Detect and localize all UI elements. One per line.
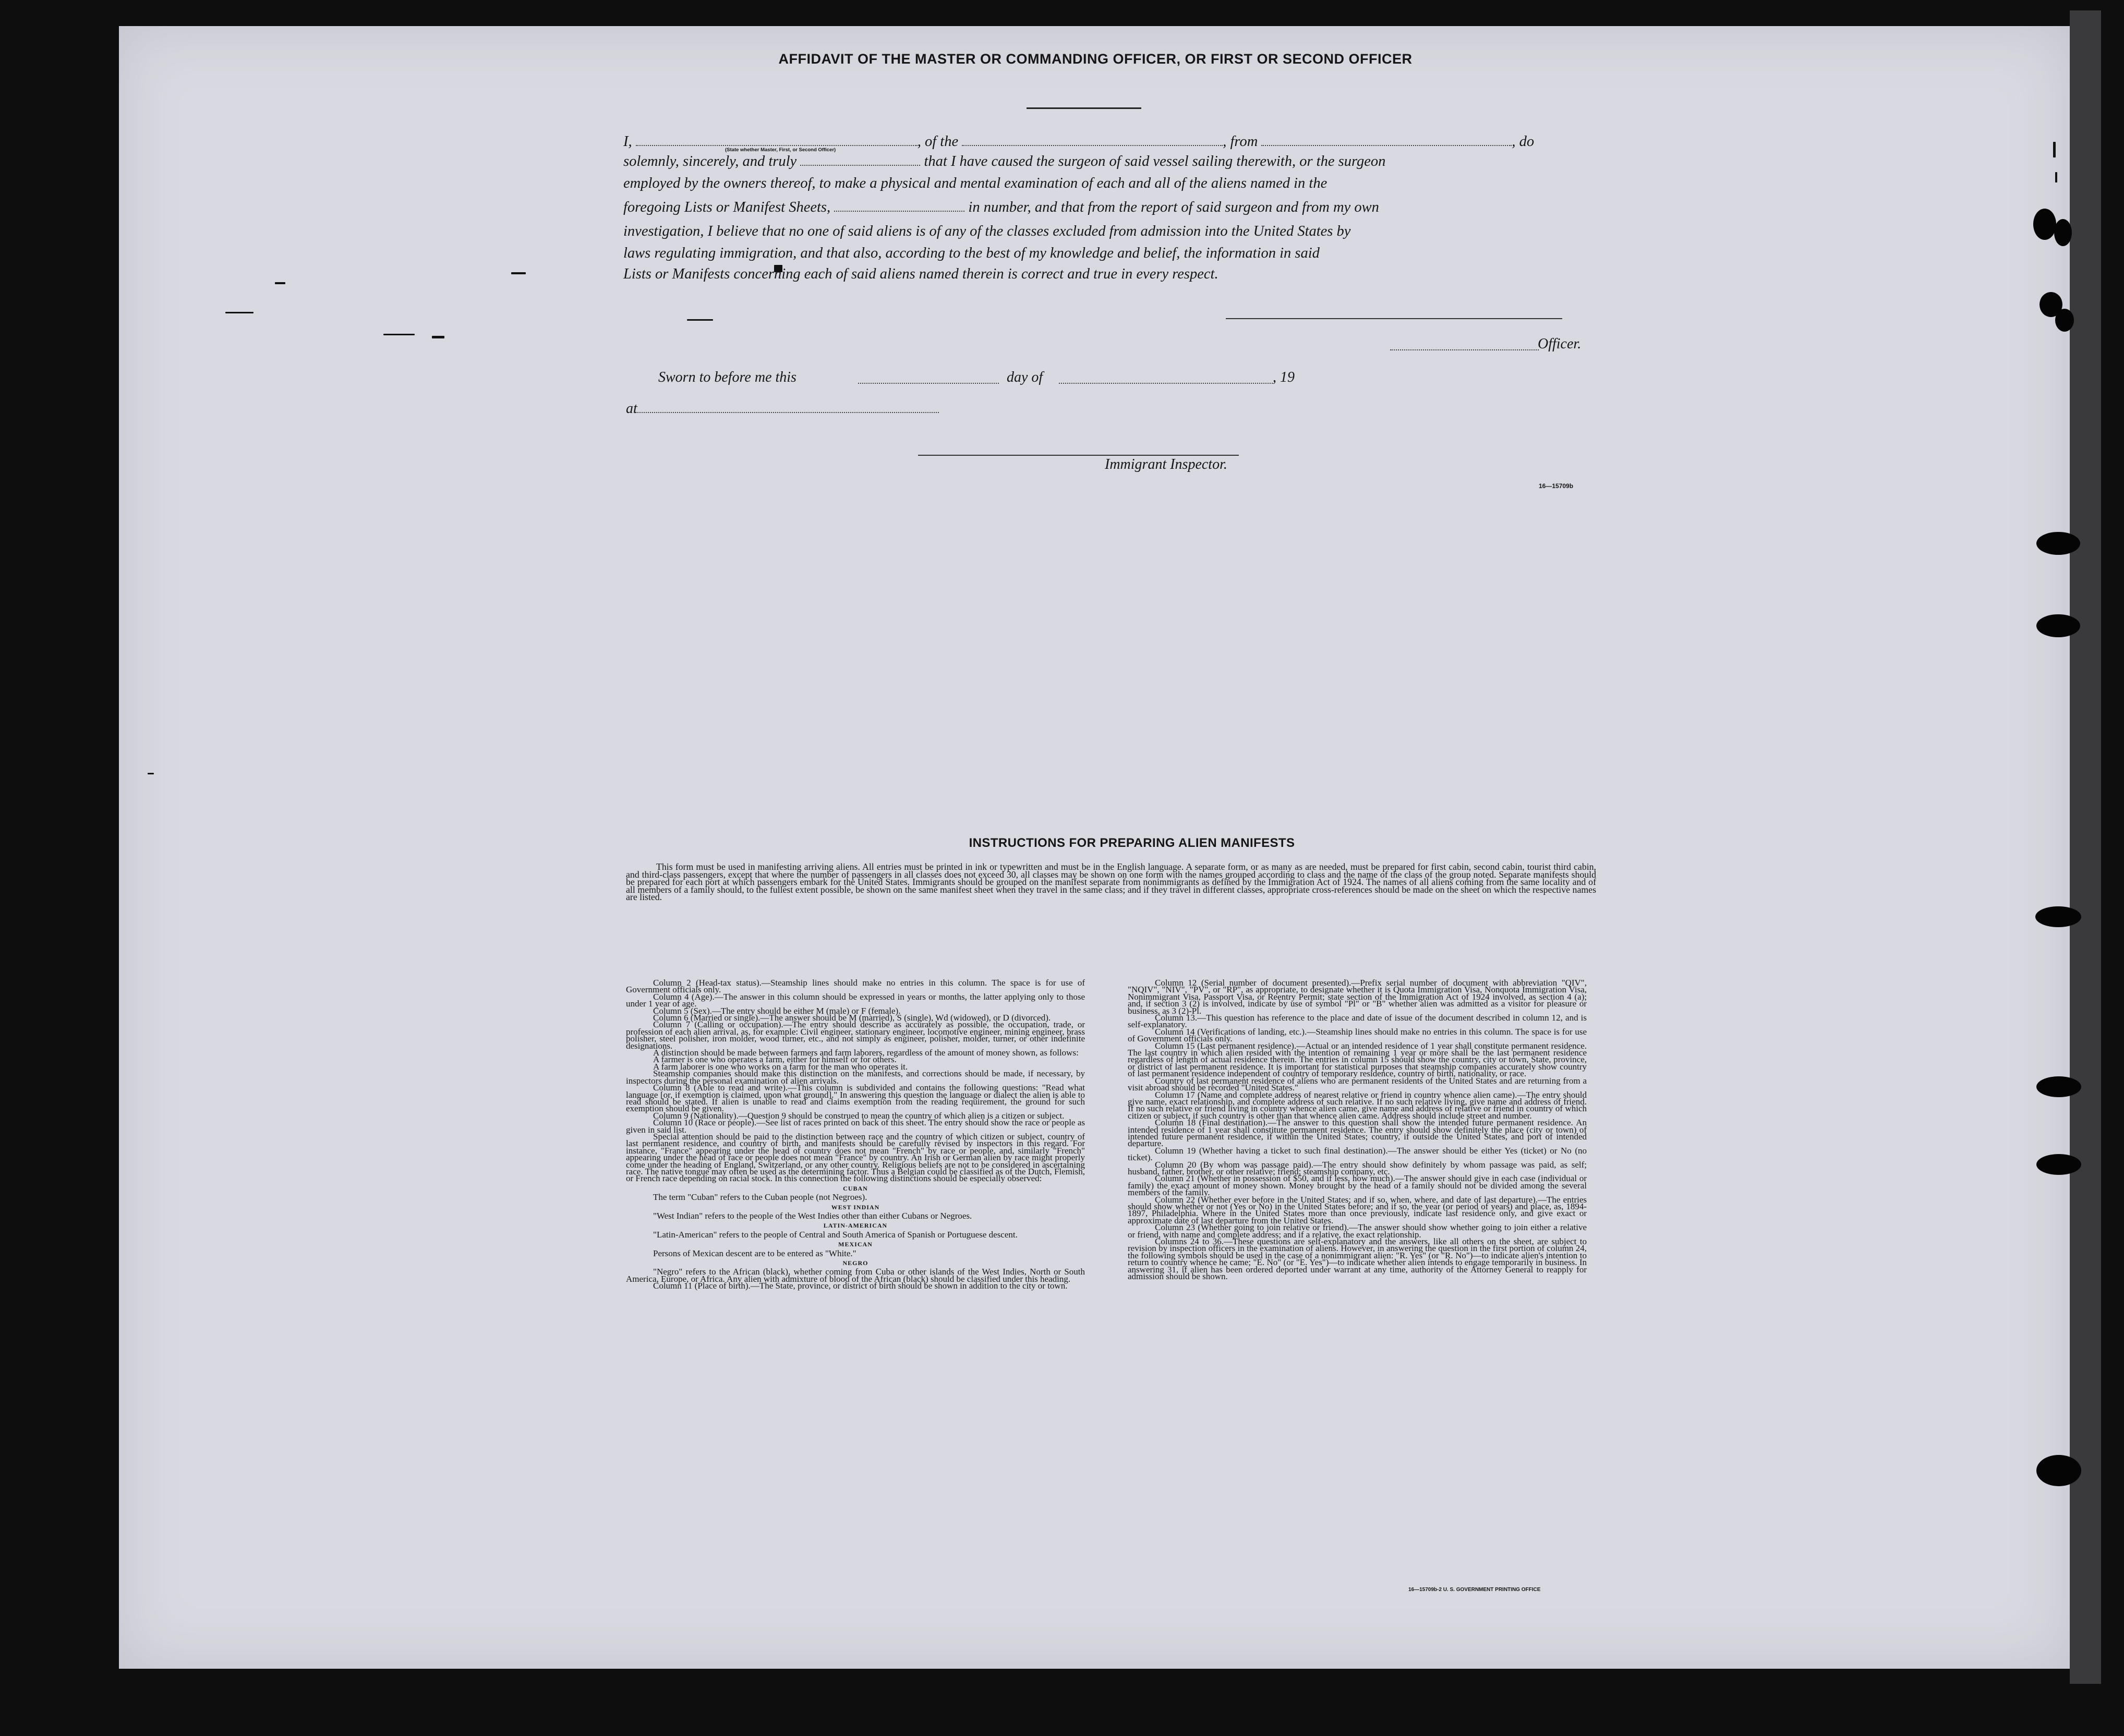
scan-mark — [432, 336, 444, 338]
title-rule — [1027, 107, 1141, 109]
scan-mark — [275, 282, 285, 284]
scan-mark — [511, 272, 526, 274]
instructions-right-column — [1128, 979, 1587, 1584]
instruction-paragraph: Country of last permanent residence of aliens who are permanent residents of the United States and are returning from a visit abroad should be recorded "United States." — [1128, 1075, 1587, 1093]
instruction-paragraph: Column 6 (Married or single).—The answer should be M (married), S (single), Wd (widowed), or D (divorced). — [653, 1013, 1051, 1023]
day-of-label: day of — [1007, 369, 1043, 385]
instruction-paragraph: Column 7 (Calling or occupation).—The entry should describe as accurately as possible, the occupation, trade, or profession of each alien arrival, as, for example: Civil engineer, stationary engineer, locomotive engineer, mining engineer, brass polisher, steel polisher, iron molder, wood turner, etc., and not simply as engineer, polisher, molder, turner, or other indefinite designations. — [626, 1019, 1085, 1051]
port-from-blank[interactable] — [1261, 132, 1512, 146]
officer-label: Officer. — [1538, 336, 1582, 352]
instruction-paragraph: Column 22 (Whether ever before in the United States; and if so, when, where, and date of last departure).—The entries should show whether or not (Yes or No) in the United States before; and if so, the year (or period of years) and place, as, 1894-1897, Philadelphia. Where in the United States more than once previously, indicate last residence only, and give exact or approximate date of last departure from the United States. — [1128, 1194, 1587, 1225]
instruction-paragraph: Column 18 (Final destination).—The answer to this question shall show the intended future permanent residence. An intended residence of 1 year shall constitute permanent residence. The entry should show definitely the place (city or town) of intended future permanent residence, if within the United States; country, if outside the United States, and port of intended departure. — [1128, 1118, 1587, 1149]
instruction-paragraph: Column 13.—This question has reference to the place and date of issue of the document described in column 12, and is self-explanatory. — [1128, 1013, 1587, 1030]
officer-signature-line[interactable] — [1226, 318, 1562, 319]
at-label: at — [626, 400, 637, 417]
scan-mark — [2055, 172, 2057, 183]
scan-mark — [148, 773, 154, 774]
instruction-paragraph: Steamship companies should make this distinction on the manifests, and corrections should be made, if necessary, by inspectors during the personal examination of alien arrivals. — [626, 1069, 1085, 1086]
scan-mark — [2053, 142, 2056, 157]
instruction-paragraph: Column 15 (Last permanent residence).—Actual or an intended residence of 1 year shall constitute permanent residence. The last country in which alien resided with the intention of remaining 1 year or more shall be the last permanent residence regardless of length of actual residence therein. The entries in column 15 should show the country, city or town, State, province, or district of last permanent residence. It is important for statistical purposes that steamship companies accurately show country of last permanent residence independent of country of temporary residence, country of birth, nationality, or race. — [1128, 1040, 1587, 1079]
instructions-left-column — [626, 979, 1085, 1584]
affidavit-line-7: Lists or Manifests concerning each of said aliens named therein is correct and true in every respect. — [623, 266, 1218, 282]
instruction-paragraph: Column 11 (Place of birth).—The State, province, or district of birth should be shown in addition to the city or town. — [653, 1281, 1068, 1291]
instruction-paragraph: Column 5 (Sex).—The entry should be either M (male) or F (female). — [653, 1005, 901, 1016]
instruction-paragraph: Special attention should be paid to the distinction between race and the country of which citizen or subject, country of last permanent residence, and country of birth, and manifests should be carefully revised by inspectors in this regard. For instance, "France" appearing under the head of country does not mean "French" by race or people, and, similarly "French" appearing under the head of race or people does not mean "France" by country. An Irish or German alien by race might properly come under the heading of England, Switzerland, or any other country. Religious beliefs are not to be considered in ascertaining race. The native tongue may often be used as the determining factor. Thus a Belgian could be classified as of the Dutch, Flemish, or French race depending on racial stock. In this connection the following distinctions should be especially observed: — [626, 1131, 1085, 1184]
sworn-label: Sworn to before me this — [658, 369, 796, 385]
instruction-paragraph: Columns 24 to 36.—These questions are self-explanatory and the answers, like all others on the sheet, are subject to revision by inspection officers in the examination of aliens. However, in answering the question in the first portion of column 24, the following symbols should be used in the case of a nonimmigrant alien: "R. Yes" (or "R. No")—to indicate alien's intention to return to country whence he came; "E. No" (or "E. Yes")—to indicate whether alien intends to engage temporarily in business. In answering 31, if alien has been ordered deported under warrant at any time, authority of the Attorney General to reapply for admission should be shown. — [1128, 1236, 1587, 1282]
instruction-paragraph: Column 9 (Nationality).—Question 9 should be construed to mean the country of which alien is a citizen or subject. — [653, 1110, 1065, 1121]
instruction-paragraph: Column 20 (By whom was passage paid).—The entry should show definitely by whom passage was paid, as self; husband, father, brother, or other relative; friend; steamship company, etc. — [1128, 1159, 1587, 1176]
subheading-latin-american: LATIN-AMERICAN — [823, 1222, 888, 1230]
instructions-intro: This form must be used in manifesting arriving aliens. All entries must be printed in ink or typewritten and must be in the English language. A separate form, or as many as are needed, must be prepared for first cabin, second cabin, tourist third cabin, and third-class passengers, except that where the number of passengers in all classes does not exceed 30, all classes may be shown on one form with the names grouped according to class and the name of the class of the group noted. Separate manifests should be prepared for each port at which passengers embark for the United States. Immigrants should be grouped on the manifest separate from nonimmigrants as defined by the Immigration Act of 1924. The names of all aliens coming from the same locality and of all members of a family should, to the fullest extent possible, be shown on the same manifest sheet when they travel in the same class; and if they travel in different classes, appropriate cross-references should be made on the sheet on which the respective names are listed. — [626, 863, 1596, 903]
instruction-paragraph: Column 2 (Head-tax status).—Steamship lines should make no entries in this column. The space is for use of Government officials only. — [626, 979, 1085, 995]
punch-hole — [2036, 1154, 2081, 1175]
subheading-negro: NEGRO — [842, 1259, 868, 1267]
sworn-day-blank[interactable] — [858, 383, 999, 384]
year-label: , 19 — [1273, 369, 1295, 385]
oath-blank[interactable] — [800, 152, 920, 166]
punch-hole — [2036, 532, 2080, 555]
sworn-month-blank[interactable] — [1059, 383, 1273, 384]
sheet-count-blank[interactable] — [834, 198, 964, 212]
binding-edge — [2070, 10, 2101, 1684]
instruction-paragraph: Column 23 (Whether going to join relative or friend).—The answer should show whether going to join either a relative or friend, with name and complete address; and if a relative, the exact relationship. — [1128, 1222, 1587, 1240]
affidavit-line-4: foregoing Lists or Manifest Sheets, in number, and that from the report of said surgeon and from my own — [623, 199, 1379, 215]
instruction-paragraph: Column 4 (Age).—The answer in this column should be expressed in years or months, the latter applying only to those under 1 year of age. — [626, 991, 1085, 1009]
instruction-paragraph: Column 19 (Whether having a ticket to such final destination).—The answer should be either Yes (ticket) or No (no ticket). — [1128, 1145, 1587, 1163]
affidavit-line-2: solemnly, sincerely, and truly that I have caused the surgeon of said vessel sailing therewith, or the surgeon — [623, 153, 1386, 169]
instruction-paragraph: "West Indian" refers to the people of the West Indies other than either Cubans or Negroes. — [653, 1211, 972, 1221]
subheading-west-indian: WEST INDIAN — [831, 1203, 880, 1211]
punch-hole — [2055, 309, 2074, 332]
instruction-paragraph: Column 12 (Serial number of document presented).—Prefix serial number of document with abbreviation "QIV", "NQIV", "NIV", "PV", or "RP", as appropriate, to designate whether it is Quota Immigration Visa, Nonquota Immigration Visa, Nonimmigrant Visa, Passport Visa, or Reentry Permit; state section of the Immigration Act of 1924 involved, as section 4 (a); and, if section 3 (2) is involved, indicate by use of symbol "Pl" or "B" whether alien was admitted as a visitor for pleasure or business, as 3 (2)-Pl. — [1128, 979, 1587, 1016]
affidavit-title: AFFIDAVIT OF THE MASTER OR COMMANDING OFFICER, OR FIRST OR SECOND OFFICER — [778, 51, 1413, 67]
officer-rank-blank[interactable] — [636, 132, 918, 146]
instruction-paragraph: Column 17 (Name and complete address of nearest relative or friend in country whence alien came).—The entry should give name, exact relationship, and complete address of such relative. If no such relative living, give name and address of friend. If no such relative or friend living in country whence alien came, give name and address of relative or friend in country of which citizen or subject, if such country is other than that whence alien came. Address should include street and number. — [1128, 1089, 1587, 1121]
form-code: 16—15709b — [1539, 482, 1574, 490]
instruction-paragraph: "Latin-American" refers to the people of Central and South America of Spanish or Portuguese descent. — [653, 1229, 1018, 1240]
instruction-paragraph: A distinction should be made between farmers and farm laborers, regardless of the amount of money shown, as follows: — [653, 1048, 1079, 1058]
instructions-title: INSTRUCTIONS FOR PREPARING ALIEN MANIFESTS — [969, 836, 1295, 850]
inspector-signature-line[interactable] — [918, 455, 1239, 456]
punch-hole — [2036, 1455, 2081, 1486]
instruction-paragraph: A farm laborer is one who works on a farm for the man who operates it. — [653, 1061, 908, 1072]
instruction-paragraph: Persons of Mexican descent are to be entered as "White." — [653, 1248, 856, 1258]
instruction-paragraph: Column 14 (Verifications of landing, etc.).—Steamship lines should make no entries in this column. The space is for use of Government officials only. — [1128, 1026, 1587, 1044]
punch-hole — [2036, 614, 2080, 637]
instruction-paragraph: The term "Cuban" refers to the Cuban people (not Negroes). — [653, 1192, 867, 1203]
affidavit-line-1: I, , of the , from , do — [623, 133, 1535, 150]
sworn-place-blank[interactable] — [634, 412, 939, 413]
punch-hole — [2033, 209, 2056, 240]
affidavit-line-5: investigation, I believe that no one of said aliens is of any of the classes excluded from admission into the United States by — [623, 223, 1351, 239]
instruction-paragraph: A farmer is one who operates a farm, either for himself or for others. — [653, 1054, 897, 1065]
affidavit-line-3: employed by the owners thereof, to make a physical and mental examination of each and all of the aliens named in the — [623, 175, 1328, 191]
scan-mark — [383, 334, 415, 335]
punch-hole — [2054, 219, 2072, 246]
subheading-mexican: MEXICAN — [838, 1241, 873, 1248]
printing-office-code: 16—15709b-2 U. S. GOVERNMENT PRINTING OFFICE — [1408, 1587, 1541, 1593]
instruction-paragraph: Column 21 (Whether in possession of $50, and if less, how much).—The answer should give in each case (individual or family) the exact amount of money shown. Money brought by the head of a family should not be divided among the several members of the family. — [1128, 1173, 1587, 1198]
punch-hole — [2035, 906, 2081, 927]
scan-mark — [687, 319, 713, 321]
instruction-paragraph: Column 8 (Able to read and write).—This column is subdivided and contains the following questions: "Read what language [or, if exemption is claimed, upon what ground]." In answering this question the language or dialect the alien is able to read should be stated. If alien is unable to read and claims exemption from the reading requirement, the ground for such exemption should be given. — [626, 1083, 1085, 1114]
affidavit-line-6: laws regulating immigration, and that also, according to the best of my knowledge and belief, the information in said — [623, 245, 1320, 261]
vessel-name-blank[interactable] — [962, 132, 1223, 146]
inspector-label: Immigrant Inspector. — [1105, 456, 1227, 472]
subheading-cuban: CUBAN — [843, 1184, 868, 1192]
state-rank-note: (State whether Master, First, or Second Officer) — [725, 147, 836, 153]
punch-hole — [2036, 1076, 2081, 1097]
instruction-paragraph: Column 10 (Race or people).—See list of races printed on back of this sheet. The entry should show the race or people as given in said list. — [626, 1118, 1085, 1135]
instruction-paragraph: "Negro" refers to the African (black), whether coming from Cuba or other islands of the West Indies, North or South America, Europe, or Africa. Any alien with admixture of blood of the African (black) should be classified under this heading. — [626, 1267, 1085, 1284]
officer-signature-dotted[interactable] — [1390, 349, 1539, 350]
scan-mark — [225, 312, 254, 313]
